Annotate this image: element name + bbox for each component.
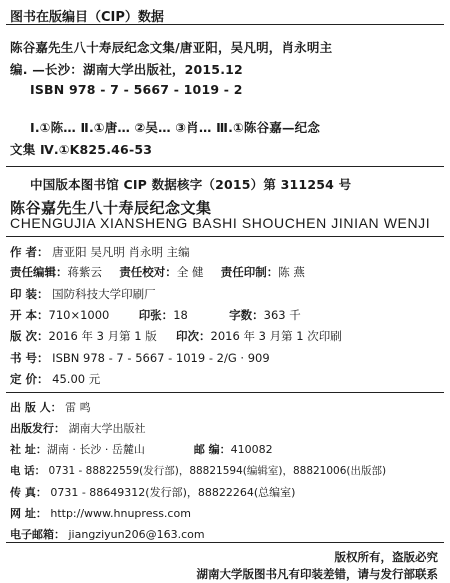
cip-verify-number: 中国版本图书馆 CIP 数据核字（2015）第 311254 号 <box>30 177 352 192</box>
divider <box>6 166 444 167</box>
format-row <box>10 307 301 323</box>
printer-label: 印 装： <box>10 287 49 301</box>
editor-label: 责任编辑： <box>10 265 68 279</box>
telephone-label: 电 话： <box>10 465 46 477</box>
website-row <box>10 505 191 521</box>
email-label: 电子邮箱： <box>10 528 65 541</box>
editor-value: 蒋紫云 <box>67 265 102 279</box>
code-label: 书 号： <box>10 351 49 365</box>
divider <box>6 24 444 25</box>
zip-label: 邮 编： <box>193 443 231 456</box>
divider <box>6 236 444 237</box>
edition-value: 2016 年 3 月第 1 版 <box>48 329 157 343</box>
zip-value: 410082 <box>230 443 273 456</box>
format-label: 开 本： <box>10 308 49 322</box>
misprint-notice: 湖南大学版图书凡有印装差错，请与发行部联系 <box>196 567 438 581</box>
copyright-notice: 版权所有，盗版必究 <box>334 550 438 564</box>
address-row <box>10 441 273 457</box>
distributor-value: 湖南大学出版社 <box>68 422 146 435</box>
distributor-label: 出版发行： <box>10 422 65 435</box>
publisher-label: 出 版 人： <box>10 401 62 414</box>
sheets-value: 18 <box>173 308 188 322</box>
proof-value: 全 健 <box>176 265 204 279</box>
website-label: 网 址： <box>10 507 47 520</box>
printing-label: 印次： <box>176 329 211 343</box>
book-title-pinyin: CHENGUJIA XIANSHENG BASHI SHOUCHEN JINIAN WENJI <box>10 215 431 231</box>
format-value: 710×1000 <box>48 308 110 322</box>
words-value: 363 千 <box>263 308 301 322</box>
divider <box>6 392 444 393</box>
cip-classification-1: Ⅰ.①陈… Ⅱ.①唐… ②吴… ③肖… Ⅲ.①陈谷嘉—纪念 <box>30 120 321 135</box>
publisher-row <box>10 399 91 415</box>
cip-heading: 图书在版编目（CIP）数据 <box>10 10 164 25</box>
print-value: 陈 燕 <box>278 265 305 279</box>
words-label: 字数： <box>229 308 264 322</box>
author-value: 唐亚阳 吴凡明 肖永明 主编 <box>52 245 190 259</box>
edition-label: 版 次： <box>10 329 49 343</box>
cip-isbn: ISBN 978 - 7 - 5667 - 1019 - 2 <box>30 82 243 97</box>
telephone-row <box>10 463 386 478</box>
website-value: http://www.hnupress.com <box>50 507 191 520</box>
cip-classification-2: 文集 Ⅳ.①K825.46-53 <box>10 142 153 157</box>
address-label: 社 址： <box>10 443 47 456</box>
printer-row <box>10 286 156 302</box>
fax-row <box>10 484 295 500</box>
printing-value: 2016 年 3 月第 1 次印刷 <box>210 329 342 343</box>
fax-value: 0731 - 88649312(发行部)，88822264(总编室) <box>50 486 296 499</box>
proof-label: 责任校对： <box>119 265 177 279</box>
email-row <box>10 526 205 542</box>
price-row <box>10 371 100 387</box>
address-value: 湖南 · 长沙 · 岳麓山 <box>46 443 145 456</box>
print-label: 责任印制： <box>220 265 279 279</box>
printer-value: 国防科技大学印刷厂 <box>52 287 156 301</box>
author-row <box>10 244 190 260</box>
price-value: 45.00 元 <box>52 372 101 386</box>
sheets-label: 印张： <box>138 308 174 322</box>
code-value: ISBN 978 - 7 - 5667 - 1019 - 2/G · 909 <box>52 351 270 365</box>
distributor-row <box>10 420 146 436</box>
fax-label: 传 真： <box>10 486 47 499</box>
book-title: 陈谷嘉先生八十寿辰纪念文集 <box>10 199 212 217</box>
cip-line-2: 编. —长沙：湖南大学出版社，2015.12 <box>10 62 243 77</box>
price-label: 定 价： <box>10 372 49 386</box>
telephone-value: 0731 - 88822559(发行部)，88821594(编辑室)，88821006(出版部) <box>48 465 387 477</box>
cip-line-1: 陈谷嘉先生八十寿辰纪念文集/唐亚阳，吴凡明，肖永明主 <box>10 40 333 55</box>
edition-row <box>10 328 342 344</box>
divider <box>6 542 444 543</box>
author-label: 作 者： <box>10 245 49 259</box>
responsibility-row <box>10 264 305 280</box>
publisher-value: 雷 鸣 <box>65 401 91 414</box>
email-value: jiangziyun206@163.com <box>68 528 205 541</box>
code-row <box>10 350 270 366</box>
